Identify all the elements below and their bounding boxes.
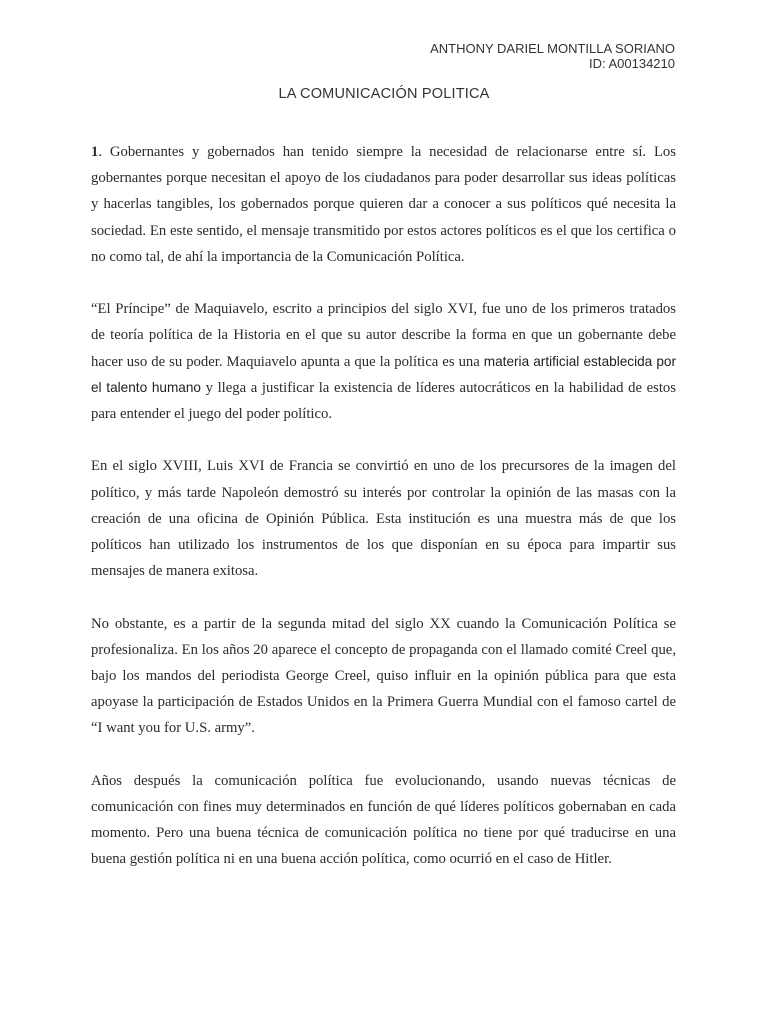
paragraph-4: No obstante, es a partir de la segunda mitad del siglo XX cuando la Comunicación Política se profesionaliza. En los años 20 aparece el concepto de propaganda con el llamado comité Creel que, bajo los mandos del periodista George Creel, quiso influir en la opinión pública para que esta apoyase la participación de Estados Unidos en la Primera Guerra Mundial con el famoso cartel de “I want you for U.S. army”.: [91, 615, 676, 737]
document-body: [91, 139, 676, 899]
paragraph-5: Años después la comunicación política fue evolucionando, usando nuevas técnicas de comunicación con fines muy determinados en función de qué líderes políticos gobernaban en cada momento. Pero una buena técnica de comunicación política no tiene por qué traducirse en una buena gestión política ni en una buena acción política, como ocurrió en el caso de Hitler.: [91, 772, 676, 868]
highlighted-phrase: materia artificial establecida por el talento humano: [91, 353, 676, 395]
paragraph-number: 1: [91, 144, 99, 160]
paragraph-3: En el siglo XVIII, Luis XVI de Francia se convirtió en uno de los precursores de la imagen del político, y más tarde Napoleón demostró su interés por controlar la opinión de las masas con la creación de una oficina de Opinión Pública. Esta institución es una muestra más de que los políticos han utilizado los instrumentos de los que disponían en su época para impartir sus mensajes de manera exitosa.: [91, 458, 676, 580]
paragraph-2: [91, 296, 676, 427]
paragraph-text-after: y llega a justificar la existencia de líderes autocráticos en la habilidad de estos para entender el juego del poder político.: [91, 379, 676, 423]
author-name: ANTHONY DARIEL MONTILLA SORIANO: [430, 41, 675, 56]
paragraph-text-before: “El Príncipe” de Maquiavelo, escrito a principios del siglo XVI, fue uno de los primeros tratados de teoría política de la Historia en el que su autor describe la forma en que un gobernante debe hacer uso de su poder. Maquiavelo apunta a que la política es una: [91, 301, 676, 370]
author-block: [430, 41, 675, 71]
student-id: ID: A00134210: [588, 56, 675, 71]
paragraph-text: . Gobernantes y gobernados han tenido siempre la necesidad de relacionarse entre sí. Los gobernantes porque necesitan el apoyo de los ciudadanos para poder desarrollar sus ideas políticas y hacerlas tangibles, los gobernados porque quieren dar a conocer a sus políticos qué necesita la sociedad. En este sentido, el mensaje transmitido por estos actores políticos es el que los certifica o no como tal, de ahí la importancia de la Comunicación Política.: [91, 144, 676, 265]
paragraph-1: [91, 139, 676, 270]
document-title: LA COMUNICACIÓN POLITICA: [278, 86, 490, 102]
